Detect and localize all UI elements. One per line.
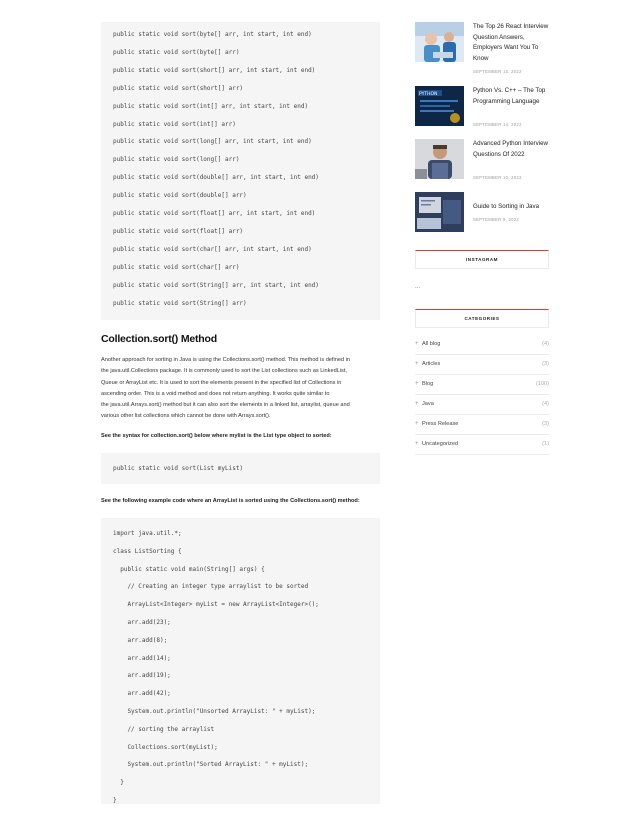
post-title[interactable]: Guide to Sorting in Java xyxy=(473,203,540,210)
recent-post[interactable] xyxy=(415,139,549,194)
category-name[interactable]: Blog xyxy=(422,381,434,387)
category-count: (4) xyxy=(542,401,549,407)
category-item[interactable] xyxy=(415,375,549,395)
category-item[interactable] xyxy=(415,335,549,355)
code-line: } xyxy=(113,797,117,804)
category-item[interactable] xyxy=(415,435,549,455)
code-line: public static void sort(int[] arr) xyxy=(113,120,236,128)
category-name[interactable]: Press Release xyxy=(422,421,459,427)
instagram-placeholder: ... xyxy=(415,284,421,290)
category-count: (3) xyxy=(542,421,549,427)
post-title[interactable]: The Top 26 React Interview Question Answers, Employers Want You To Know xyxy=(473,23,549,62)
code-line: // sorting the arraylist xyxy=(113,725,215,733)
code-line: } xyxy=(113,779,124,787)
paragraph-line: Queue or ArrayList etc. It is used to sort the elements present in the specified list of Collections in xyxy=(101,379,342,386)
code-line: System.out.println("Sorted ArrayList: " + myList); xyxy=(113,761,309,769)
code-line: public static void sort(char[] arr, int start, int end) xyxy=(113,245,312,253)
code-line: public static void sort(double[] arr) xyxy=(113,192,247,200)
code-line: System.out.println("Unsorted ArrayList: " + myList); xyxy=(113,708,316,715)
category-name[interactable]: Uncategorized xyxy=(422,441,459,447)
categories-widget-title: CATEGORIES xyxy=(415,309,549,328)
code-line: class ListSorting { xyxy=(113,547,182,555)
post-date: SEPTEMBER 9, 2022 xyxy=(473,217,520,222)
paragraph-line: the java.util.Arrays.sort() method but it can also sort the elements in a linked list, arraylist, queue and xyxy=(101,402,350,409)
recent-post[interactable] xyxy=(415,192,549,247)
bullet-icon: + xyxy=(415,361,419,367)
code-line: public static void sort(char[] arr) xyxy=(113,263,240,271)
code-line: public static void sort(float[] arr, int start, int end) xyxy=(113,210,316,217)
paragraph-line: various other list collections which cannot be done with Arrays.sort(). xyxy=(101,413,271,420)
post-title[interactable]: Advanced Python Interview Questions Of 2022 xyxy=(473,140,548,158)
example-label: See the following example code where an ArrayList is sorted using the Collections.sort() method: xyxy=(101,498,360,504)
post-thumbnail[interactable] xyxy=(415,22,464,62)
code-line: public static void main(String[] args) { xyxy=(113,565,265,573)
category-name[interactable]: Articles xyxy=(422,361,441,367)
code-line: Collections.sort(myList); xyxy=(113,743,218,751)
post-thumbnail[interactable] xyxy=(415,139,464,179)
instagram-widget-title: INSTAGRAM xyxy=(415,250,549,269)
category-name[interactable]: All blog xyxy=(422,341,441,347)
code-line: public static void sort(String[] arr) xyxy=(113,299,247,307)
post-title[interactable]: Python Vs. C++ – The Top Programming Language xyxy=(473,87,546,105)
recent-post[interactable] xyxy=(415,86,549,141)
category-item[interactable] xyxy=(415,395,549,415)
code-line: public static void sort(short[] arr) xyxy=(113,84,244,92)
category-count: (100) xyxy=(535,381,549,387)
category-item[interactable] xyxy=(415,355,549,375)
code-block-example xyxy=(101,518,380,804)
bullet-icon: + xyxy=(415,401,419,407)
code-line: arr.add(23); xyxy=(113,619,171,626)
code-line: public static void sort(float[] arr) xyxy=(113,227,244,235)
section-paragraph xyxy=(101,355,380,423)
code-line: public static void sort(short[] arr, int start, int end) xyxy=(113,66,316,74)
section-heading: Collection.sort() Method xyxy=(101,333,217,345)
code-line: arr.add(19); xyxy=(113,672,171,680)
code-line: public static void sort(double[] arr, int start, int end) xyxy=(113,174,319,182)
code-line: public static void sort(byte[] arr, int start, int end) xyxy=(113,31,312,38)
recent-post[interactable] xyxy=(415,22,549,77)
post-date: SEPTEMBER 15, 2022 xyxy=(473,69,522,74)
code-line: public static void sort(int[] arr, int start, int end) xyxy=(113,102,309,110)
code-line: public static void sort(long[] arr, int start, int end) xyxy=(113,138,312,146)
category-count: (1) xyxy=(542,441,549,447)
svg-text:PYTHON: PYTHON xyxy=(419,92,438,97)
paragraph-line: Another approach for sorting in Java is using the Collections.sort() method. This method is defined in xyxy=(101,357,350,363)
category-name[interactable]: Java xyxy=(422,401,434,407)
bullet-icon: + xyxy=(415,381,419,387)
post-thumbnail[interactable] xyxy=(415,86,464,126)
category-item[interactable] xyxy=(415,415,549,435)
code-line: public static void sort(long[] arr) xyxy=(113,156,240,164)
code-line: arr.add(42); xyxy=(113,690,171,698)
code-line: // Creating an integer type arraylist to be sorted xyxy=(113,583,309,591)
post-date: SEPTEMBER 14, 2022 xyxy=(473,122,522,127)
bullet-icon: + xyxy=(415,441,419,447)
paragraph-line: the java.util.Collections package. It is commonly used to sort the List collections such as LinkedList, xyxy=(101,368,347,375)
code-block-syntax: public static void sort(List myList) xyxy=(101,453,380,484)
post-date: SEPTEMBER 10, 2022 xyxy=(473,175,522,180)
paragraph-line: ascending order. This is a void method and does not return anything. It works quite similar to xyxy=(101,390,330,397)
category-count: (3) xyxy=(542,361,549,367)
code-line: arr.add(14); xyxy=(113,654,171,662)
post-thumbnail[interactable] xyxy=(415,192,464,232)
code-line: ArrayList<Integer> myList = new ArrayList<Integer>(); xyxy=(113,601,319,609)
bullet-icon: + xyxy=(415,341,419,347)
code-line: arr.add(8); xyxy=(113,636,168,644)
bullet-icon: + xyxy=(415,421,419,427)
code-line: public static void sort(String[] arr, int start, int end) xyxy=(113,281,319,289)
code-block-sort-signatures xyxy=(101,22,380,320)
syntax-label: See the syntax for collection.sort() below where mylist is the List type object to sorted: xyxy=(101,433,332,439)
category-count: (4) xyxy=(542,341,549,347)
code-line: public static void sort(byte[] arr) xyxy=(113,48,240,56)
code-line: import java.util.*; xyxy=(113,530,182,537)
